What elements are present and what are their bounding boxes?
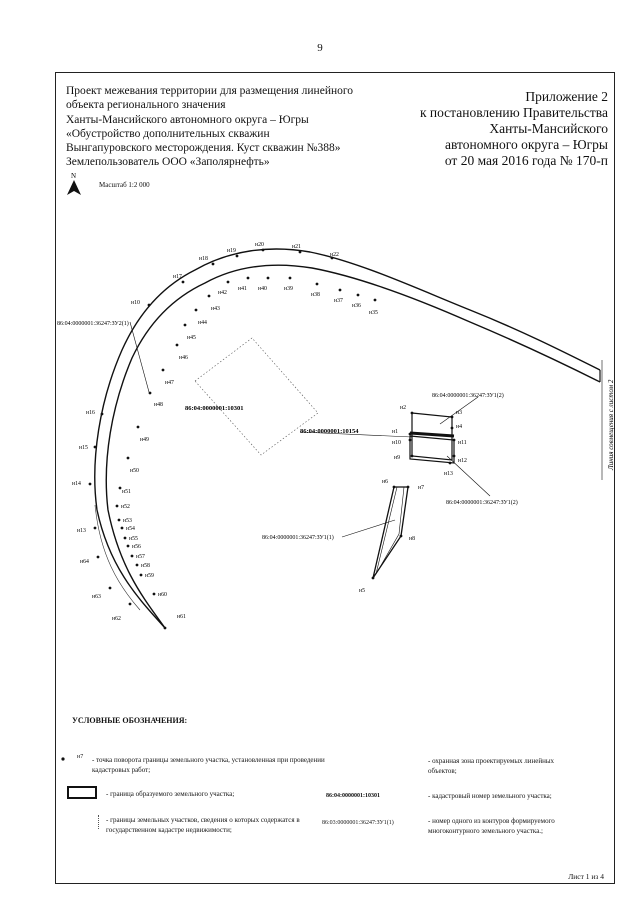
protection-zone bbox=[95, 505, 140, 610]
point-label: н44 bbox=[198, 320, 207, 326]
turning-point bbox=[116, 505, 119, 508]
point-label: н10 bbox=[131, 300, 140, 306]
turning-point bbox=[129, 603, 132, 606]
turning-point bbox=[453, 439, 456, 442]
cadastral-label: 86:04:0000001:10154 bbox=[300, 428, 359, 435]
legend-cad-sample: 86:04:0000001:10301 bbox=[326, 793, 380, 799]
turning-point bbox=[453, 455, 456, 458]
point-label: н5 bbox=[359, 588, 366, 594]
registered-legend-icon bbox=[98, 815, 99, 829]
turning-point bbox=[299, 251, 302, 254]
turning-point bbox=[153, 593, 156, 596]
cadastral-label: 86:04:0000001:10301 bbox=[185, 405, 244, 412]
appendix-line: автономного округа – Югры bbox=[445, 137, 608, 152]
point-label: н38 bbox=[311, 292, 320, 298]
turning-point bbox=[124, 537, 127, 540]
map-drawing bbox=[55, 200, 615, 650]
turning-point bbox=[119, 487, 122, 490]
point-label: н57 bbox=[136, 554, 145, 560]
project-title-line: Проект межевания территории для размещения линейного bbox=[66, 85, 354, 97]
point-label: н19 bbox=[227, 248, 236, 254]
turning-point bbox=[148, 304, 151, 307]
contour-label: 86:04:0000001:36247:ЗУ1(2) bbox=[446, 500, 518, 506]
point-label: н37 bbox=[334, 298, 343, 304]
legend-parcel-desc: - граница образуемого земельного участка; bbox=[106, 790, 235, 798]
point-label: н1 bbox=[392, 429, 399, 435]
project-title-line: «Обустройство дополнительных скважин bbox=[66, 127, 270, 140]
turning-point bbox=[97, 556, 100, 559]
turning-point bbox=[212, 263, 215, 266]
point-label: н62 bbox=[112, 616, 121, 622]
point-label: н4 bbox=[456, 424, 463, 430]
turning-point bbox=[101, 413, 104, 416]
turning-point bbox=[176, 344, 179, 347]
north-arrow-icon bbox=[64, 171, 84, 197]
point-label: н39 bbox=[284, 286, 293, 292]
turning-point bbox=[411, 412, 414, 415]
point-label: н7 bbox=[418, 485, 425, 491]
point-label: н51 bbox=[122, 489, 131, 495]
point-label: н53 bbox=[123, 518, 132, 524]
turning-point bbox=[131, 555, 134, 558]
turning-point bbox=[451, 427, 454, 430]
point-label: н21 bbox=[292, 244, 301, 250]
appendix-line: Ханты-Мансийского bbox=[489, 121, 608, 136]
turning-point bbox=[400, 535, 403, 538]
point-label: н12 bbox=[458, 458, 467, 464]
turning-point bbox=[372, 577, 375, 580]
turning-point bbox=[136, 564, 139, 567]
point-label: н3 bbox=[456, 410, 463, 416]
point-label: н42 bbox=[218, 290, 227, 296]
point-label: н46 bbox=[179, 355, 188, 361]
point-label: н17 bbox=[173, 274, 182, 280]
turning-point bbox=[127, 457, 130, 460]
point-label: н63 bbox=[92, 594, 101, 600]
point-label: н60 bbox=[158, 592, 167, 598]
turning-point bbox=[267, 277, 270, 280]
turning-point bbox=[89, 483, 92, 486]
turning-point bbox=[409, 433, 412, 436]
project-title bbox=[66, 84, 396, 170]
point-label: н15 bbox=[79, 445, 88, 451]
turning-point bbox=[451, 416, 454, 419]
point-label: н10 bbox=[392, 440, 401, 446]
point-label: н40 bbox=[258, 286, 267, 292]
appendix-line: Приложение 2 bbox=[525, 89, 608, 104]
turning-point bbox=[94, 446, 97, 449]
point-label: н20 bbox=[255, 242, 264, 248]
turning-point bbox=[374, 299, 377, 302]
point-label: н61 bbox=[177, 614, 186, 620]
turning-point bbox=[164, 627, 167, 630]
turning-point bbox=[289, 277, 292, 280]
turning-point bbox=[449, 462, 452, 465]
point-label: н64 bbox=[80, 559, 89, 565]
point-label: н16 bbox=[86, 410, 95, 416]
project-title-line: Вынгапуровского месторождения. Куст скважин №388» bbox=[66, 142, 341, 155]
turning-point bbox=[94, 527, 97, 530]
parcel-zu1-1-inner bbox=[376, 487, 404, 574]
point-label: н14 bbox=[72, 481, 81, 487]
point-legend-icon bbox=[58, 752, 72, 764]
point-label: н8 bbox=[409, 536, 416, 542]
project-title-line: Землепользователь ООО «Заполярнефть» bbox=[66, 156, 270, 169]
turning-point bbox=[127, 545, 130, 548]
legend-contour-desc: - номер одного из контуров формируемого многоконтурного земельного участка.; bbox=[428, 817, 555, 835]
point-label: н35 bbox=[369, 310, 378, 316]
legend-title: УСЛОВНЫЕ ОБОЗНАЧЕНИЯ: bbox=[72, 716, 188, 725]
turning-point bbox=[357, 294, 360, 297]
appendix-line: от 20 мая 2016 года № 170-п bbox=[444, 153, 608, 168]
turning-point bbox=[262, 249, 265, 252]
legend-zone-desc: - охранная зона проектируемых линейных объектов; bbox=[428, 757, 555, 775]
appendix-line: к постановлению Правительства bbox=[419, 105, 608, 120]
match-line-label: Линия совмещения с листом 2 bbox=[607, 379, 615, 470]
point-label: н11 bbox=[458, 440, 467, 446]
turning-point bbox=[247, 277, 250, 280]
project-title-line: объекта регионального значения bbox=[66, 99, 226, 112]
appendix-block bbox=[368, 89, 608, 169]
point-label: н41 bbox=[238, 286, 247, 292]
legend-contour-sample: 86:03:0000001:36247:ЗУ1(1) bbox=[322, 820, 394, 826]
contour-label: 86:04:0000001:36247:ЗУ1(1) bbox=[262, 535, 334, 541]
point-label: н54 bbox=[126, 526, 135, 532]
point-label: н13 bbox=[77, 528, 86, 534]
turning-point bbox=[407, 486, 410, 489]
point-label: н58 bbox=[141, 563, 150, 569]
point-label: н47 bbox=[165, 380, 174, 386]
road-corridor-inner bbox=[106, 265, 600, 628]
legend-point-sample: н7 bbox=[77, 754, 84, 760]
turning-point bbox=[236, 255, 239, 258]
point-label: н22 bbox=[330, 252, 339, 258]
turning-point bbox=[184, 324, 187, 327]
point-label: н56 bbox=[132, 544, 141, 550]
turning-point bbox=[140, 574, 143, 577]
project-title-line: Ханты-Мансийского автономного округа – Югры bbox=[66, 113, 309, 126]
turning-point bbox=[149, 392, 152, 395]
sheet-label: Лист 1 из 4 bbox=[568, 872, 604, 881]
registered-parcel-10301 bbox=[195, 338, 318, 455]
turning-point bbox=[109, 587, 112, 590]
road-points bbox=[72, 242, 378, 629]
point-label: н6 bbox=[382, 479, 389, 485]
legend-point-desc: - точка поворота границы земельного участка, установленная при проведении кадастровых работ; bbox=[92, 756, 325, 774]
turning-point bbox=[339, 289, 342, 292]
turning-point bbox=[411, 455, 414, 458]
turning-point bbox=[208, 295, 211, 298]
point-label: н49 bbox=[140, 437, 149, 443]
point-label: н59 bbox=[145, 573, 154, 579]
turning-point bbox=[137, 426, 140, 429]
pad-points bbox=[392, 405, 467, 477]
parcel-legend-icon bbox=[67, 786, 97, 799]
point-label: н2 bbox=[400, 405, 407, 411]
turning-point bbox=[409, 439, 412, 442]
legend-registered-desc: - границы земельных участков, сведения о которых содержатся в государственном кадастре недвижимости; bbox=[106, 816, 300, 834]
point-label: н52 bbox=[121, 504, 130, 510]
contour-label: 86:04:0000001:36247:ЗУ1(2) bbox=[432, 393, 504, 399]
point-label: н18 bbox=[199, 256, 208, 262]
scale-label: Масштаб 1:2 000 bbox=[99, 181, 150, 189]
turning-point bbox=[182, 281, 185, 284]
contour-label: 86:04:0000001:36247:ЗУ2(1) bbox=[57, 321, 129, 327]
turning-point bbox=[393, 486, 396, 489]
point-label: н9 bbox=[394, 455, 401, 461]
turning-point bbox=[162, 369, 165, 372]
page-number: 9 bbox=[317, 42, 323, 54]
point-label: н43 bbox=[211, 306, 220, 312]
turning-point bbox=[195, 309, 198, 312]
turning-point bbox=[316, 283, 319, 286]
turning-point bbox=[121, 527, 124, 530]
north-label: N bbox=[71, 172, 77, 180]
point-label: н55 bbox=[129, 536, 138, 542]
point-label: н45 bbox=[187, 335, 196, 341]
point-label: н36 bbox=[352, 303, 361, 309]
turning-point bbox=[227, 281, 230, 284]
point-label: н13 bbox=[444, 471, 453, 477]
point-label: н50 bbox=[130, 468, 139, 474]
point-label: н48 bbox=[154, 402, 163, 408]
legend-cad-desc: - кадастровый номер земельного участка; bbox=[428, 792, 552, 800]
turning-point bbox=[118, 519, 121, 522]
